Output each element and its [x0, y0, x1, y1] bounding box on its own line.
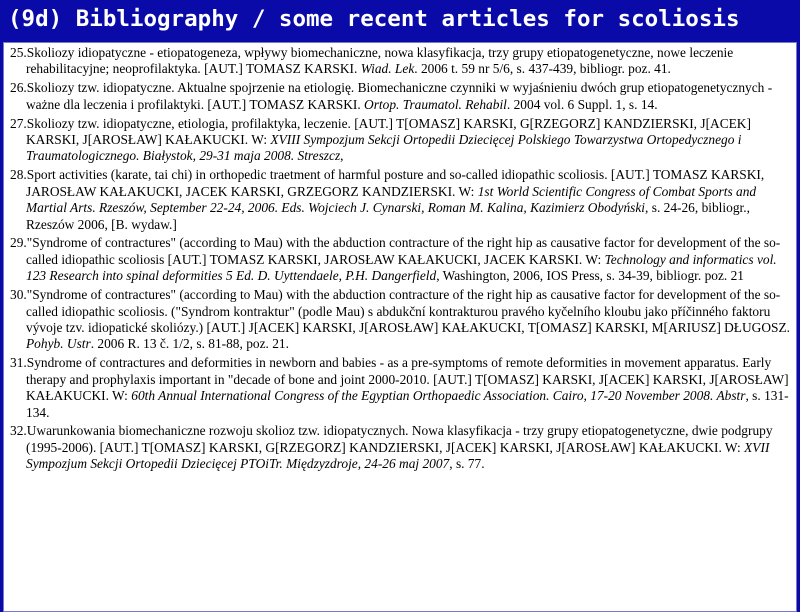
entry-text: , s. 131-134.	[26, 388, 789, 420]
entry-source: Ortop. Traumatol. Rehabil	[364, 96, 507, 112]
entry-source: Pohyb. Ustr	[26, 336, 91, 352]
entry-text: ,	[340, 148, 344, 164]
entry-source: Technology and informatics vol. 123 Research into spinal deformities 5 Ed. D. Uyttendaele, P.H. Dangerfield	[26, 251, 777, 284]
entry-number: 25.	[10, 45, 27, 60]
bibliography-entry	[10, 287, 790, 353]
entry-text: Sport activities (karate, tai chi) in orthopedic traetment of harmful posture and so-called idiopathic scoliosis. [AUT.] TOMASZ KARSKI, JAROSŁAW KAŁAKUCKI, JACEK KARSKI, GRZEGORZ KANDZIERSKI. W:	[26, 167, 765, 199]
entry-number: 29.	[10, 235, 27, 251]
bibliography-entry	[10, 235, 790, 284]
entry-source: 1st World Scientific Congress of Combat Sports and Martial Arts. Rzeszów, September 22-24, 2006. Eds. Wojciech J. Cynarski, Roman M. Kalina, Kazimierz Obodyński	[26, 183, 757, 216]
entry-source: Wiad. Lek	[360, 61, 415, 77]
bibliography-entry	[10, 423, 790, 472]
entry-source: XVIII Sympozjum Sekcji Ortopedii Dziecięcej Polskiego Towarzystwa Ortopedycznego i Traumatologicznego. Białystok, 29-31 maja 2008. Streszcz	[26, 132, 742, 164]
entry-text: . 2004 vol. 6 Suppl. 1, s. 14.	[506, 96, 658, 112]
bibliography-entry	[10, 355, 790, 421]
entry-source: XVII Sympozjum Sekcji Ortopedii Dziecięcej PTOiTr. Międzyzdroje, 24-26 maj 2007	[26, 439, 770, 472]
entry-number: 26.	[10, 80, 27, 96]
entry-text: Syndrome of contractures and deformities in newborn and babies - as a pre-symptoms of remote deformities in movement apparatus. Early therapy and prophylaxis important in "decade of bone and joint 2000-2010. [AUT.] T[OMASZ] KARSKI, J[ACEK] KARSKI, J[AROSŁAW] KAŁAKUCKI. W:	[26, 355, 789, 404]
bibliography-panel	[3, 42, 797, 612]
entry-number: 28.	[10, 167, 27, 183]
bibliography-entry	[10, 167, 790, 233]
entry-text: . 2006 t. 59 nr 5/6, s. 437-439, bibliogr. poz. 41.	[414, 61, 671, 77]
bibliography-entry	[10, 116, 790, 165]
bibliography-entry	[10, 45, 790, 78]
slide-title: (9d) Bibliography / some recent articles for scoliosis	[0, 0, 800, 38]
entry-text: "Syndrome of contractures" (according to Mau) with the abduction contracture of the right hip as causative factor for development of the so-called idiopathic scoliosis. ("Syndrom kontraktur" (podle Mau) s abdukční kontrakturou pravého kyčelního kloubu jako příčinného faktoru vývoje tzv. idiopatické skoliózy.) [AUT.] J[ACEK] KARSKI, J[AROSŁAW] KAŁAKUCKI, T[OMASZ] KARSKI, M[ARIUSZ] DŁUGOSZ.	[26, 287, 790, 335]
entry-text: Skoliozy idiopatyczne - etiopatogeneza, wpływy biomechaniczne, nowa klasyfikacja, trzy grupy etiopatogenetyczne, nowe leczenie rehabilitacyjne; neoprofilaktyka. [AUT.] TOMASZ KARSKI.	[26, 45, 734, 77]
entry-number: 32.	[10, 423, 27, 439]
entry-text: Uwarunkowania biomechaniczne rozwoju skolioz tzw. idiopatycznych. Nowa klasyfikacja - trzy grupy etiopatogenetyczne, dwie podgrupy (1995-2006). [AUT.] T[OMASZ] KARSKI, G[RZEGORZ] KANDZIERSKI, J[ACEK] KARSKI, J[AROSŁAW] KAŁAKUCKI. W:	[26, 423, 773, 455]
entry-number: 30.	[10, 287, 27, 303]
entry-source: 60th Annual International Congress of the Egyptian Orthopaedic Association. Cairo, 17-20 November 2008. Abstr	[131, 388, 746, 404]
entry-text: , Washington, 2006, IOS Press, s. 34-39, bibliogr. poz. 21	[436, 268, 744, 284]
entry-text: , s. 24-26, bibliogr., Rzeszów 2006, [B. wydaw.]	[26, 200, 750, 232]
entry-number: 27.	[10, 115, 27, 131]
entry-text: . 2006 R. 13 č. 1/2, s. 81-88, poz. 21.	[90, 336, 289, 352]
entry-number: 31.	[10, 355, 27, 371]
bibliography-entry	[10, 80, 790, 113]
entry-text: Skoliozy tzw. idiopatyczne. Aktualne spojrzenie na etiologię. Biomechaniczne czynniki w wyjaśnieniu dwóch grup etiopatogenetycznych - ważne dla leczenia i profilaktyki. [AUT.] TOMASZ KARSKI.	[26, 80, 773, 112]
entry-text: , s. 77.	[449, 456, 485, 472]
entry-text: Skoliozy tzw. idiopatyczne, etiologia, profilaktyka, leczenie. [AUT.] T[OMASZ] KARSKI, G[RZEGORZ] KANDZIERSKI, J[ACEK] KARSKI, J[AROSŁAW] KAŁAKUCKI. W:	[26, 115, 751, 148]
entry-text: "Syndrome of contractures" (according to Mau) with the abduction contracture of the right hip as causative factor for development of the so-called idiopathic scoliosis [AUT.] TOMASZ KARSKI, JAROSŁAW KAŁAKUCKI, JACEK KARSKI. W:	[26, 235, 781, 267]
